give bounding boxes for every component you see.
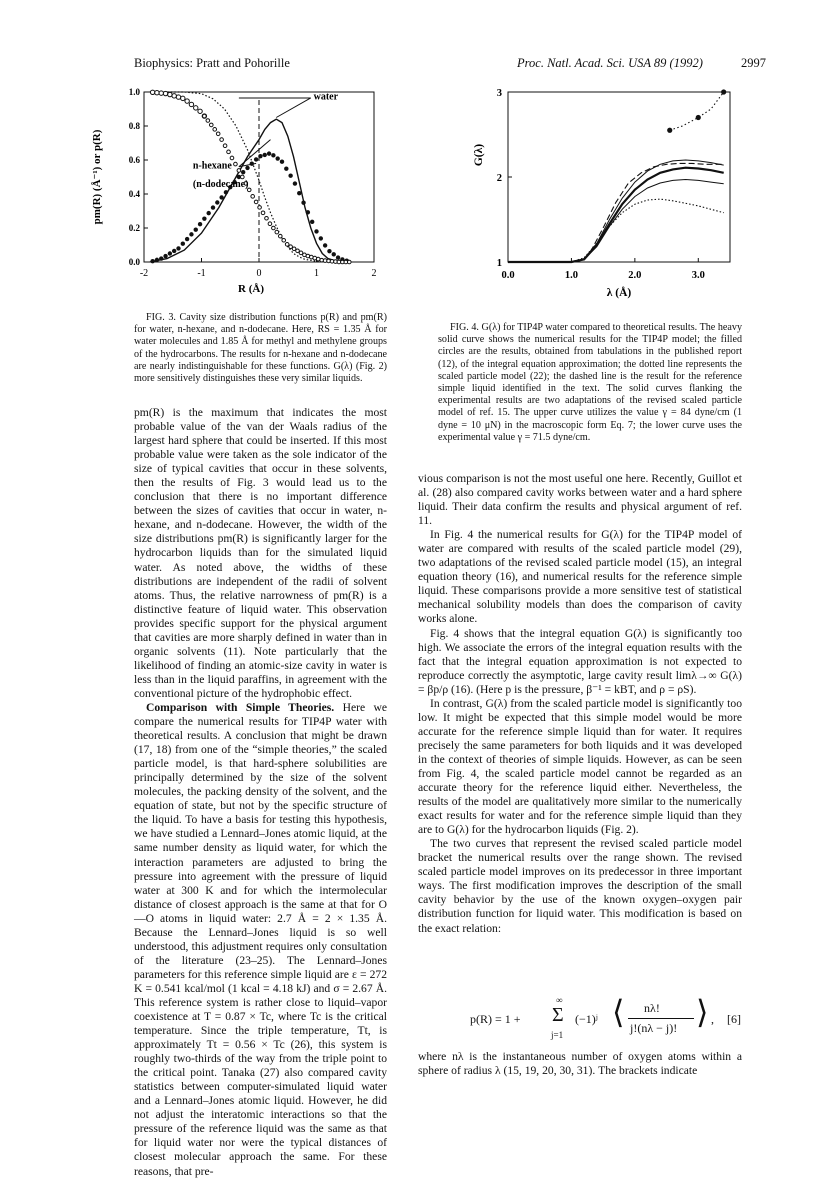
- page-number: 2997: [741, 56, 766, 70]
- series-hexane-pm-point: [263, 153, 267, 157]
- series-dodecane-p-point: [282, 238, 286, 242]
- label-water: water: [313, 91, 339, 103]
- series-dodecane-p-point: [278, 234, 282, 238]
- series-hexane-p-point: [198, 109, 202, 113]
- series-hexane-p-point: [176, 95, 180, 99]
- series-dodecane-p-point: [265, 216, 269, 220]
- series-dodecane-p-point: [227, 150, 231, 154]
- series-hexane-p-point: [150, 90, 154, 94]
- series-dodecane-p-point: [216, 132, 220, 136]
- eq-fraction-bar: [628, 1018, 694, 1019]
- left-column-body: [134, 406, 387, 1179]
- series-dodecane-p-point: [251, 195, 255, 199]
- series-integral-equation-point: [696, 115, 701, 120]
- series-dodecane-p-point: [299, 251, 303, 255]
- y-tick-label: 3: [496, 88, 502, 99]
- series-hexane-p-point: [185, 99, 189, 103]
- y-axis-label: pm(R) (Å⁻¹) or p(R): [91, 129, 103, 225]
- x-axis-label: R (Å): [238, 283, 264, 295]
- series-dodecane-p-point: [258, 206, 262, 210]
- series-dodecane-p-point: [220, 138, 224, 142]
- series-revised-spt-lower: [508, 180, 724, 263]
- series-hexane-pm-point: [306, 210, 310, 214]
- series-dodecane-p-point: [261, 211, 265, 215]
- series-integral-equation-point: [667, 128, 672, 133]
- series-hexane-pm-point: [168, 251, 172, 255]
- eq-sum-lower: j=1: [551, 1030, 564, 1040]
- series-hexane-pm-point: [241, 170, 245, 174]
- series-hexane-pm-point: [284, 167, 288, 171]
- series-hexane-p-point: [155, 91, 159, 95]
- series-hexane-pm-point: [224, 190, 228, 194]
- paragraph-comparison: [134, 701, 387, 1179]
- x-tick-label: 1.0: [564, 270, 578, 281]
- series-dodecane-p-point: [230, 156, 234, 160]
- series-hexane-p-point: [189, 102, 193, 106]
- series-hexane-p-point: [168, 92, 172, 96]
- paragraph: where nλ is the instantaneous number of oxygen atoms within a sphere of radius λ (15, 19, 20, 30, 31). The brackets indicate: [418, 1050, 742, 1078]
- series-hexane-pm-point: [267, 151, 271, 155]
- series-dodecane-p-point: [234, 162, 238, 166]
- series-hexane-pm-point: [150, 259, 154, 263]
- series-hexane-pm-point: [194, 228, 198, 232]
- series-dodecane-p-point: [289, 245, 293, 249]
- series-hexane-pm-point: [280, 160, 284, 164]
- series-hexane-pm-point: [189, 232, 193, 236]
- figure-3-caption: [134, 312, 387, 385]
- series-hexane-p-point: [172, 94, 176, 98]
- series-dodecane-p-point: [254, 200, 258, 204]
- eq-sign: (−1)ʲ: [575, 1012, 598, 1026]
- series-hexane-p-point: [159, 91, 163, 95]
- paragraph: vious comparison is not the most useful one here. Recently, Guillot et al. (28) also compared cavity works between water and a hard sphere liquid. Their data confirm the results and physical argument of ref. 11.: [418, 472, 742, 528]
- figure-3-chart: [82, 78, 400, 300]
- running-head-journal: Proc. Natl. Acad. Sci. USA 89 (1992): [517, 56, 703, 70]
- y-tick-label: 0.8: [128, 121, 140, 131]
- series-hexane-pm-point: [288, 174, 292, 178]
- series-integral-equation-point: [721, 89, 726, 94]
- series-tip4p: [508, 168, 724, 262]
- series-hexane-pm-point: [155, 258, 159, 262]
- series-dodecane-p-point: [292, 247, 296, 251]
- series-hexane-pm-point: [271, 153, 275, 157]
- series-dodecane-p-point: [272, 226, 276, 230]
- series-hexane-p-point: [181, 96, 185, 100]
- label-hexane: n-hexane: [192, 160, 232, 172]
- paragraph-after-equation: [418, 1050, 742, 1078]
- x-tick-label: 2.0: [628, 270, 642, 281]
- y-tick-label: 1: [496, 258, 502, 269]
- series-hexane-pm-point: [206, 211, 210, 215]
- eq-bracket-left: ⟨: [612, 994, 625, 1030]
- x-tick-label: -2: [139, 268, 149, 279]
- eq-comma: ,: [711, 1012, 714, 1026]
- series-dodecane-p-point: [296, 249, 300, 253]
- series-dodecane-p-point: [268, 222, 272, 226]
- series-hexane-pm-point: [159, 256, 163, 260]
- x-tick-label: 2: [371, 268, 377, 279]
- paragraph: In Fig. 4 the numerical results for G(λ) for the TIP4P model of water are compared with results of the scaled particle model (29), two adaptations of the revised scaled particle model (15), an integral equation theory (16), and numerical results for the reference simple liquid. These comparisons provide a more sensitive test of statistical mechanical solubility models than does the comparison of cavity works alone.: [418, 528, 742, 626]
- figure-3-caption-text: FIG. 3. Cavity size distribution functions p(R) and pm(R) for water, n-hexane, and n-dodecane. Here, RS = 1.35 Å for water molecules and 1.85 Å for methyl and methylene groups of the hydrocarbons. The results for n-hexane and n-dodecane are nearly indistinguishable for these functions. G(λ) (Fig. 2) more sensitively distinguishes these very similar liquids.: [134, 312, 387, 385]
- series-hexane-pm-point: [336, 255, 340, 259]
- series-dodecane-p-point: [209, 123, 213, 127]
- series-hexane-pm-point: [215, 200, 219, 204]
- series-dodecane-p-point: [203, 114, 207, 118]
- series-hexane-pm-point: [163, 254, 167, 258]
- section-heading: Comparison with Simple Theories.: [146, 700, 335, 714]
- series-hexane-pm-point: [198, 222, 202, 226]
- series-dodecane-p-point: [275, 230, 279, 234]
- eq-sum-upper: ∞: [556, 995, 563, 1005]
- series-hexane-pm-point: [211, 205, 215, 209]
- x-tick-label: -1: [197, 268, 206, 279]
- series-hexane-pm-point: [327, 249, 331, 253]
- series-hexane-pm-point: [172, 249, 176, 253]
- series-dodecane-p-point: [223, 144, 227, 148]
- eq-bracket-right: ⟩: [696, 994, 709, 1030]
- series-hexane-pm-point: [202, 216, 206, 220]
- series-hexane-p-point: [163, 91, 167, 95]
- series-hexane-pm-point: [310, 220, 314, 224]
- series-hexane-pm-point: [185, 237, 189, 241]
- eq-denominator: j!(nλ − j)!: [630, 1021, 678, 1035]
- series-dodecane-p-point: [237, 169, 241, 173]
- series-hexane-pm-point: [275, 156, 279, 160]
- series-hexane-pm-point: [314, 229, 318, 233]
- eq-lhs: p(R) = 1 +: [470, 1012, 521, 1026]
- y-tick-label: 1.0: [128, 87, 140, 97]
- x-tick-label: 0.0: [501, 270, 515, 281]
- label-dodecane: (n-dodecane): [192, 179, 249, 191]
- series-hexane-pm-point: [297, 191, 301, 195]
- series-hexane-pm-point: [176, 246, 180, 250]
- y-tick-label: 0.4: [128, 189, 140, 199]
- series-hexane-pm-point: [323, 243, 327, 247]
- y-tick-label: 0.6: [128, 155, 140, 165]
- arrow-water-2: [276, 98, 311, 118]
- y-axis-label: G(λ): [473, 143, 485, 167]
- figure-4-caption: [438, 322, 742, 444]
- paragraph-text: Here we compare the numerical results for TIP4P water with theoretical results. A conclusion that might be drawn (17, 18) from one of the “simple theories,” the scaled particle model, is that hard-sphere solubilities are principally determined by the size of the solvent molecules, the packing density of the solvent, and the equation of state, but not by the specific structure of the liquid. To have a basis for testing this hypothesis, we have studied a Lennard–Jones atomic liquid, at the same number density as liquid water, for which the interaction parameters are adjusted to bring the pressure into agreement with the pressure of liquid water at 300 K and for which the intermolecular distance of closest approach is the same at that for O—O atoms in liquid water: 2.7 Å = 2 × 1.35 Å. Because the Lennard–Jones liquid is so well understood, this adjustment requires only consultation of the literature (23–25). The Lennard–Jones parameters for this reference simple liquid are ε = 272 K = 0.541 kcal/mol (1 kcal = 4.18 kJ) and σ = 2.67 Å. This reference system is rather close to liquid–vapor coexistence at T = 0.87 × Tc, where Tc is the critical temperature. Since the triple temperature, Tt, is approximately Tt = 0.56 × Tc (26), this system is roughly two-thirds of the way from the triple point to the critical point. Tanaka (27) also compared cavity statistics between computer-simulated liquid water and a Lennard–Jones atomic liquid. However, he did not adjust the interatomic interactions so that the pressure of the reference liquid was the same as that for liquid water nor were the typical distances of closest molecular approach the same. For these reasons, that pre-: [134, 700, 387, 1178]
- series-hexane-pm-point: [245, 166, 249, 170]
- x-axis-label: λ (Å): [606, 287, 632, 299]
- figure-4-caption-text: FIG. 4. G(λ) for TIP4P water compared to theoretical results. The heavy solid curve shows the numerical results for the TIP4P model; the filled circles are the results, obtained from tabulations in the published report (12), of the integral equation approximation; the dotted line represents the scaled particle model (22); the dashed line is the result for the reference simple liquid identified in the text. The solid curves flanking the experimental results are two adaptations of the revised scaled particle model of ref. 15. The upper curve utilizes the value γ = 84 dyne/cm (1 dyne = 10 μN) in the macroscopic form Eq. 7; the lower curve uses the experimental value γ = 71.5 dyne/cm.: [438, 322, 742, 443]
- x-tick-label: 1: [314, 268, 319, 279]
- figure-4-chart: [468, 80, 768, 314]
- series-hexane-p-point: [194, 106, 198, 110]
- series-hexane-pm-point: [254, 157, 258, 161]
- series-integral-equation-line: [670, 92, 724, 130]
- series-dodecane-p-point: [213, 128, 217, 132]
- x-tick-label: 0: [256, 268, 262, 279]
- y-tick-label: 0.0: [128, 257, 140, 267]
- series-revised-spt-upper: [508, 160, 724, 262]
- series-dodecane-p-point: [206, 119, 210, 123]
- x-tick-label: 3.0: [691, 270, 705, 281]
- series-hexane-pm-point: [258, 154, 262, 158]
- series-hexane-pm-point: [332, 252, 336, 256]
- eq-sum-symbol: Σ: [552, 1004, 564, 1026]
- running-head-authors: Biophysics: Pratt and Pohorille: [134, 56, 290, 70]
- paragraph: The two curves that represent the revised scaled particle model bracket the numerical results over the range shown. The revised scaled particle model improves on its predecessor in three important ways. The first modification improves the description of the small cavity behavior by the use of the known oxygen–oxygen pair distribution function for liquid water. This modification is based on the exact relation:: [418, 837, 742, 935]
- series-hexane-pm-point: [219, 195, 223, 199]
- series-hexane-pm-point: [301, 201, 305, 205]
- right-column-body: [418, 472, 742, 936]
- paragraph: Fig. 4 shows that the integral equation G(λ) is significantly too high. We associate the errors of the integral equation results with the fact that the integral equation approximation is not expected to reproduce correctly the asymptotic, large cavity result limλ→∞ G(λ) = βp/ρ (16). (Here p is the pressure, β⁻¹ = kBT, and ρ = ρS).: [418, 626, 742, 696]
- series-water-pm: [150, 119, 340, 262]
- paragraph: In contrast, G(λ) from the scaled particle model is significantly too low. It might be expected that this simple model would be more accurate for the reference simple liquid than for water. It requires precisely the same parameters for both liquids and it was developed in the context of theories of simple liquids. However, as can be seen from Fig. 4, the scaled particle model cannot be regarded as an accurate theory for the reference liquid either. Nevertheless, the results of the model are qualitatively more similar to the numerically exact results for water and for the reference simple liquid than they are to G(λ) for the hydrocarbon liquids (Fig. 2).: [418, 696, 742, 837]
- eq-number: [6]: [727, 1012, 741, 1026]
- y-tick-label: 0.2: [128, 223, 140, 233]
- eq-numerator: nλ!: [644, 1001, 660, 1015]
- series-hexane-pm-point: [293, 181, 297, 185]
- series-hexane-pm-point: [319, 236, 323, 240]
- series-dodecane-p-point: [285, 243, 289, 247]
- paragraph: pm(R) is the maximum that indicates the most probable value of the van der Waals radius of the largest hard sphere that could be inserted. If this most probable value were taken as the sole indicator of the size of typical cavities that occur in these solvents, then the results of Fig. 3 would lead us to the conclusion that there is no important difference between the sizes of cavities that occur in water, n-hexane, and n-dodecane. However, the width of the size distributions pm(R) is significantly larger for the hydrocarbon liquids than for the simulated liquid water. As noted above, the widths of these distributions are independent of the radii of solvent atoms. Thus, the relative narrowness of pm(R) is a distinctive feature of liquid water. This observation provides specific support for the physical argument that cavities are more sharply defined in water than in organic solvents (11). Note particularly that the likelihood of finding an atomic-size cavity in water is less than in the liquid paraffins, in agreement with the conventional picture of the hydrophobic effect.: [134, 406, 387, 700]
- series-hexane-pm-point: [181, 242, 185, 246]
- series-dodecane-p-point: [347, 260, 351, 264]
- y-tick-label: 2: [496, 173, 502, 184]
